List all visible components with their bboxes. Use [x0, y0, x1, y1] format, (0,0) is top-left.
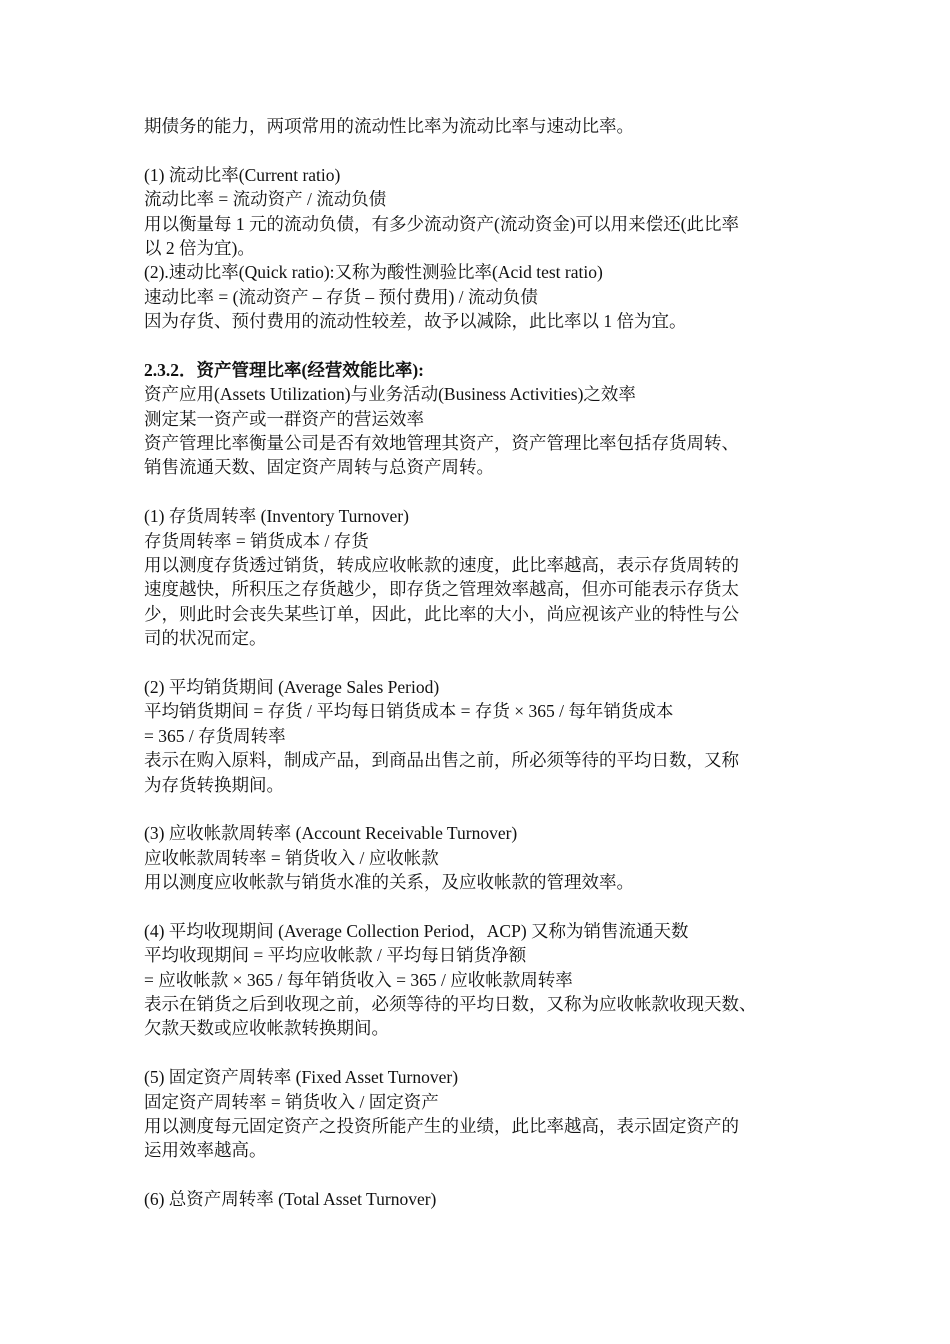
- document-page: [144, 114, 814, 1212]
- text-line: 资产管理比率衡量公司是否有效地管理其资产，资产管理比率包括存货周转、: [144, 433, 739, 454]
- text-line: 运用效率越高。: [144, 1140, 267, 1161]
- text-line: 速度越快，所积压之存货越少，即存货之管理效率越高，但亦可能表示存货太: [144, 579, 739, 600]
- text-line: 用以测度应收帐款与销货水准的关系，及应收帐款的管理效率。: [144, 872, 634, 893]
- text-line: 平均收现期间 = 平均应收帐款 / 平均每日销货净额: [144, 945, 527, 966]
- text-line: (2).速动比率(Quick ratio):又称为酸性测验比率(Acid test ratio): [144, 262, 603, 283]
- text-line: (1) 存货周转率 (Inventory Turnover): [144, 506, 409, 527]
- text-line: 用以测度存货透过销货，转成应收帐款的速度，此比率越高，表示存货周转的: [144, 555, 739, 576]
- text-line: 用以测度每元固定资产之投资所能产生的业绩，此比率越高，表示固定资产的: [144, 1116, 739, 1137]
- text-line: (5) 固定资产周转率 (Fixed Asset Turnover): [144, 1067, 459, 1088]
- text-line: 少，则此时会丧失某些订单，因此，此比率的大小，尚应视该产业的特性与公: [144, 603, 739, 624]
- text-line: = 365 / 存货周转率: [144, 725, 286, 746]
- paragraph-gap: [144, 895, 814, 919]
- text-line: (1) 流动比率(Current ratio): [144, 164, 341, 185]
- text-line: 表示在销货之后到收现之前，必须等待的平均日数，又称为应收帐款收现天数、: [144, 994, 757, 1015]
- paragraph-gap: [144, 1041, 814, 1065]
- paragraph-gap: [144, 480, 814, 504]
- text-line: 期债务的能力，两项常用的流动性比率为流动比率与速动比率。: [144, 116, 634, 136]
- text-line: 固定资产周转率 = 销货收入 / 固定资产: [144, 1091, 439, 1112]
- text-line: (6) 总资产周转率 (Total Asset Turnover): [144, 1189, 437, 1210]
- text-line: = 应收帐款 × 365 / 每年销货收入 = 365 / 应收帐款周转率: [144, 969, 573, 990]
- text-line: 速动比率 = (流动资产 – 存货 – 预付费用) / 流动负债: [144, 286, 538, 307]
- text-line: (4) 平均收现期间 (Average Collection Period，ACP) 又称为销售流通天数: [144, 920, 689, 941]
- text-line: 平均销货期间 = 存货 / 平均每日销货成本 = 存货 × 365 / 每年销货成本: [144, 701, 674, 722]
- text-line: 存货周转率 = 销货成本 / 存货: [144, 530, 369, 551]
- paragraph-gap: [144, 334, 814, 358]
- text-line: (2) 平均销货期间 (Average Sales Period): [144, 676, 440, 697]
- text-line: 表示在购入原料，制成产品，到商品出售之前，所必须等待的平均日数，又称: [144, 750, 739, 771]
- section-heading: 2.3.2．资产管理比率(经营效能比率):: [144, 359, 424, 380]
- text-line: 为存货转换期间。: [144, 774, 284, 795]
- text-line: 以 2 倍为宜)。: [144, 237, 255, 258]
- text-line: 因为存货、预付费用的流动性较差，故予以减除，此比率以 1 倍为宜。: [144, 311, 687, 332]
- paragraph-gap: [144, 138, 814, 162]
- text-line: 流动比率 = 流动资产 / 流动负债: [144, 189, 387, 210]
- text-line: 欠款天数或应收帐款转换期间。: [144, 1018, 389, 1039]
- text-line: (3) 应收帐款周转率 (Account Receivable Turnover): [144, 823, 518, 844]
- paragraph-gap: [144, 1163, 814, 1187]
- text-line: 测定某一资产或一群资产的营运效率: [144, 408, 424, 429]
- text-line: 应收帐款周转率 = 销货收入 / 应收帐款: [144, 847, 439, 868]
- text-line: 资产应用(Assets Utilization)与业务活动(Business Activities)之效率: [144, 384, 636, 405]
- paragraph-gap: [144, 651, 814, 675]
- text-line: 用以衡量每 1 元的流动负债，有多少流动资产(流动资金)可以用来偿还(此比率: [144, 213, 739, 234]
- text-line: 销售流通天数、固定资产周转与总资产周转。: [144, 457, 494, 478]
- paragraph-gap: [144, 797, 814, 821]
- text-line: 司的状况而定。: [144, 628, 267, 649]
